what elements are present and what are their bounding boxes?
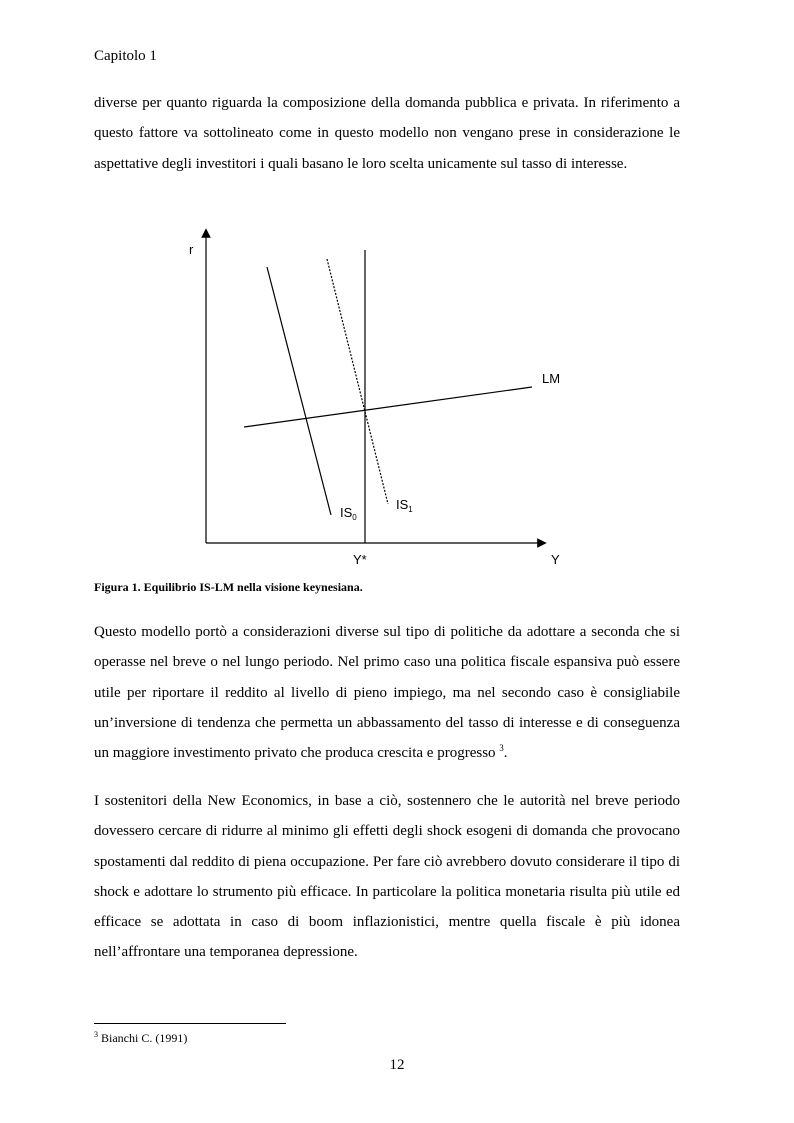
y-axis-label: r xyxy=(189,242,194,257)
page-number: 12 xyxy=(389,1057,405,1073)
is1-curve xyxy=(327,259,388,504)
paragraph-3: I sostenitori della New Economics, in base a ciò, sostennero che le autorità nel breve periodo dovessero cercare di ridurre al minimo gli effetti degli shock esogeni di domanda che provocano spostamenti dal reddito di piena occupazione. Per fare ciò avrebbero dovuto considerare il tipo di shock e adottare lo strumento più efficace. In particolare la politica monetaria risulta più utile ed efficace se adottata in caso di boom inflazionistici, mentre quella fiscale è più idonea nell’affrontare una temporanea depressione. xyxy=(94,793,680,961)
footnote-number: 3 xyxy=(94,1030,98,1039)
paragraph-1: diverse per quanto riguarda la composizione della domanda pubblica e privata. In riferimento a questo fattore va sottolineato come in questo modello non vengano prese in considerazione le aspettative degli investitori i quali basano le loro scelta unicamente sul tasso di interesse. xyxy=(94,95,680,172)
footnote-text: Bianchi C. (1991) xyxy=(98,1031,188,1045)
paragraph-2 xyxy=(94,617,680,768)
is-lm-diagram xyxy=(180,225,580,575)
footnote xyxy=(94,1031,187,1046)
lm-curve xyxy=(244,387,532,427)
lm-label: LM xyxy=(542,371,561,386)
is1-label: $IS_1$ xyxy=(396,497,413,514)
x-axis-label: Y xyxy=(551,552,560,567)
is0-curve xyxy=(267,267,331,515)
is-lm-figure xyxy=(180,225,580,575)
chapter-header: Capitolo 1 xyxy=(94,48,157,64)
figure-caption: Figura 1. Equilibrio IS-LM nella visione keynesiana. xyxy=(94,580,363,594)
is0-label: $IS_0$ xyxy=(340,505,357,522)
footnote-ref: 3 xyxy=(499,743,504,754)
footnote-divider xyxy=(94,1023,286,1024)
paragraph-2-text: Questo modello portò a considerazioni diverse sul tipo di politiche da adottare a seconda che si operasse nel breve o nel lungo periodo. Nel primo caso una politica fiscale espansiva può essere utile per riportare il reddito al livello di pieno impiego, ma nel secondo caso è consigliabile un’inversione di tendenza che permetta un abbassamento del tasso di interesse e di conseguenza un maggiore investimento privato che produca crescita e progresso xyxy=(94,624,680,762)
paragraph-2-end: . xyxy=(503,745,508,762)
equilibrium-label: Y* xyxy=(353,552,367,567)
